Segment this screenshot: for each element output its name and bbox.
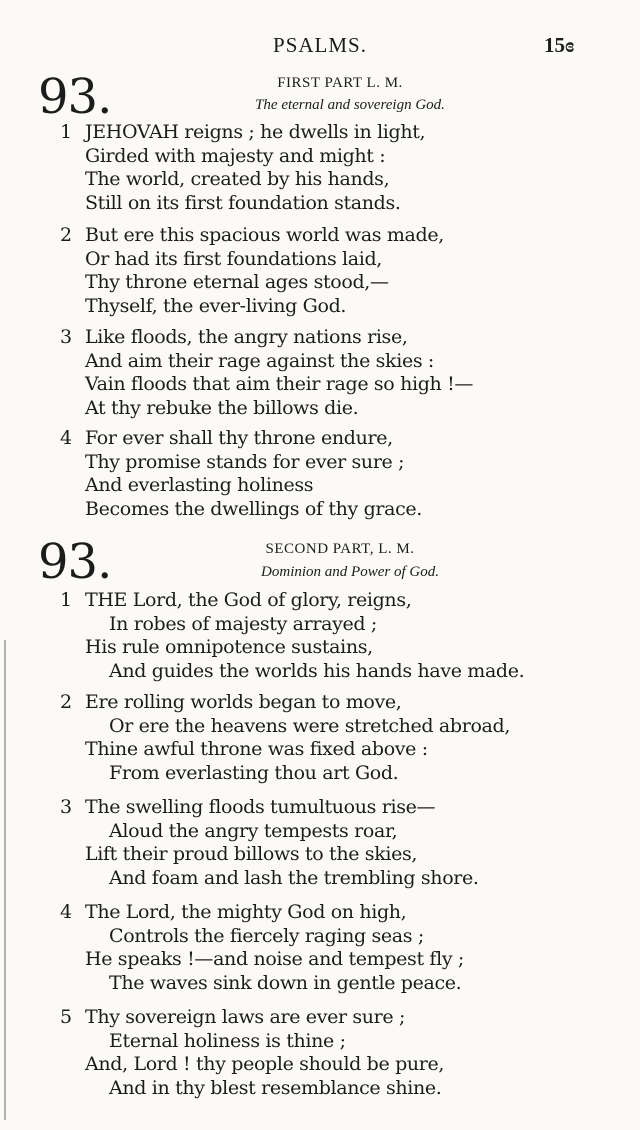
- stanza-number: 2: [60, 224, 72, 246]
- verse-line: Or ere the heavens were stretched abroad,: [109, 714, 511, 737]
- stanza-number: 4: [60, 901, 72, 923]
- verse-line: [60, 589, 620, 613]
- verse-text: The Lord, the mighty God on high,: [85, 901, 407, 923]
- verse-line: [60, 691, 620, 715]
- verse-line: Thy throne eternal ages stood,—: [85, 271, 389, 293]
- verse-line: [60, 1006, 620, 1030]
- stanza: [60, 224, 620, 318]
- stanza-number: 1: [60, 121, 72, 143]
- stanza: [60, 796, 620, 890]
- verse-line: [60, 326, 620, 350]
- stanza: [60, 427, 620, 521]
- verse-line: [60, 121, 620, 145]
- verse-line: Thy promise stands for ever sure ;: [85, 450, 405, 473]
- verse-line: [60, 796, 620, 820]
- verse-text: Ere rolling worlds began to move,: [85, 691, 402, 713]
- verse-line: And in thy blest resemblance shine.: [109, 1076, 442, 1099]
- verse-line: The world, created by his hands,: [85, 168, 390, 190]
- stanza: [60, 121, 620, 215]
- part-heading: FIRST PART L. M.: [277, 75, 403, 91]
- verse-line: Or had its first foundations laid,: [85, 247, 382, 270]
- psalm-number: 93.: [38, 69, 112, 125]
- stanza: [60, 589, 620, 683]
- verse-line: [60, 427, 620, 451]
- verse-text: For ever shall thy throne endure,: [85, 427, 393, 449]
- stanza-number: 3: [60, 796, 72, 818]
- verse-line: [60, 224, 620, 248]
- verse-line: Controls the fiercely raging seas ;: [109, 924, 424, 947]
- verse-line: Thine awful throne was fixed above :: [85, 738, 428, 760]
- verse-text: Like floods, the angry nations rise,: [85, 326, 408, 348]
- part-heading: SECOND PART, L. M.: [265, 541, 415, 557]
- verse-text: But ere this spacious world was made,: [85, 224, 444, 246]
- verse-text: Thy sovereign laws are ever sure ;: [85, 1006, 406, 1028]
- verse-line: Vain floods that aim their rage so high !—: [85, 373, 474, 395]
- part-subtitle: The eternal and sovereign God.: [255, 97, 445, 113]
- verse-line: And aim their rage against the skies :: [85, 349, 434, 372]
- stanza-number: 5: [60, 1006, 72, 1028]
- verse-line: And everlasting holiness: [85, 474, 314, 496]
- verse-line: Becomes the dwellings of thy grace.: [85, 497, 422, 520]
- verse-line: Thyself, the ever-living God.: [85, 294, 347, 317]
- verse-line: Still on its first foundation stands.: [85, 191, 401, 214]
- stanza: [60, 1006, 620, 1100]
- verse-line: Eternal holiness is thine ;: [109, 1029, 346, 1052]
- verse-text: THE Lord, the God of glory, reigns,: [85, 589, 412, 611]
- verse-line: In robes of majesty arrayed ;: [109, 612, 377, 635]
- psalm-number: 93.: [38, 534, 112, 590]
- stanza: [60, 326, 620, 420]
- stanza: [60, 691, 620, 785]
- stanza-number: 2: [60, 691, 72, 713]
- verse-line: His rule omnipotence sustains,: [85, 636, 373, 658]
- verse-line: [60, 901, 620, 925]
- verse-line: The waves sink down in gentle peace.: [109, 971, 462, 994]
- verse-line: And foam and lash the trembling shore.: [109, 866, 479, 889]
- verse-line: At thy rebuke the billows die.: [85, 396, 359, 419]
- verse-line: Lift their proud billows to the skies,: [85, 843, 418, 865]
- verse-line: He speaks !—and noise and tempest fly ;: [85, 948, 464, 970]
- verse-line: And guides the worlds his hands have made.: [109, 659, 525, 682]
- stanza-number: 1: [60, 589, 72, 611]
- running-title: PSALMS.: [273, 33, 367, 57]
- verse-text: JEHOVAH reigns ; he dwells in light,: [85, 121, 426, 143]
- page-number: 15ɞ: [544, 33, 575, 57]
- verse-line: And, Lord ! thy people should be pure,: [85, 1053, 445, 1075]
- stanza: [60, 901, 620, 995]
- part-subtitle: Dominion and Power of God.: [261, 564, 439, 580]
- verse-line: From everlasting thou art God.: [109, 761, 399, 784]
- stanza-number: 3: [60, 326, 72, 348]
- page-edge-shadow: [4, 640, 6, 1120]
- verse-line: Girded with majesty and might :: [85, 144, 386, 167]
- verse-text: The swelling floods tumultuous rise—: [85, 796, 436, 818]
- verse-line: Aloud the angry tempests roar,: [109, 819, 398, 842]
- stanza-number: 4: [60, 427, 72, 449]
